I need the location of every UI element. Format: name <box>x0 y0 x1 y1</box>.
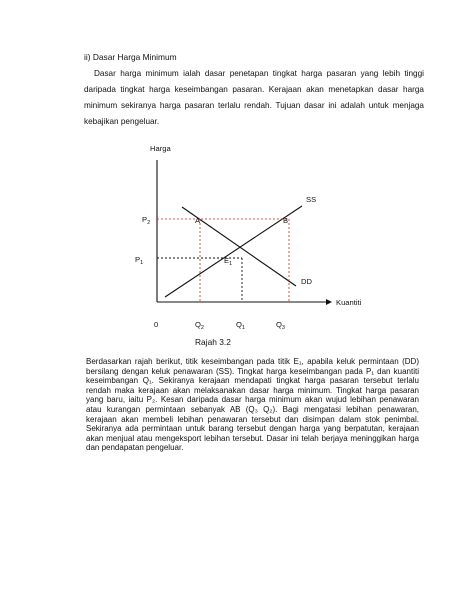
body-text: Berdasarkan rajah berikut, titik keseimbangan pada titik E₁, apabila keluk permintaan (DD) bersilang dengan keluk penawaran (SS). Tingkat harga keseimbangan pada P₁ dan kuantiti keseimbangan Q₁. Sekiranya kerajaan mendapati tingkat harga pasaran tersebut terlalu rendah maka kerajaan akan melaksanakan dasar harga minimum. Tingkat harga pasaran yang baru, iaitu P₂. Kesan daripada dasar harga minimum akan wujud lebihan penawaran atau kurangan permintaan sebanyak AB (Q₃ Q₂). Bagi mengatasi lebihan penawaran, kerajaan akan membeli lebihan penawaran tersebut dan disimpan dalam stok penimbal. Sekiranya ada permintaan untuk barang tersebut dengan harga yang berpatutan, kerajaan akan menjual atau mengeksport lebihan tersebut. Dasar ini telah berjaya meninggikan harga dan pendapatan pengeluar. <box>86 357 419 453</box>
q2-label: $Q_2$ <box>195 320 204 331</box>
point-a-label: A <box>195 216 201 225</box>
point-e1-label: $E_1$ <box>224 256 233 267</box>
y-axis-label: Harga <box>150 144 171 153</box>
supply-label: SS <box>306 195 317 204</box>
x-axis-arrow <box>326 299 332 305</box>
q3-label: $Q_3$ <box>276 320 285 331</box>
p1-label: $P_1$ <box>135 255 144 266</box>
origin-label: 0 <box>154 320 159 329</box>
point-b-label: B <box>283 216 289 225</box>
intro-text: Dasar harga minimum ialah dasar penetapan tingkat harga pasaran yang lebih tinggi daripada tingkat harga keseimbangan pasaran. Kerajaan akan menetapkan dasar harga minimum sekiranya harga pasaran terlalu rendah. Tujuan dasar ini adalah untuk menjaga kebajikan pengeluar. <box>84 69 424 126</box>
supply-curve <box>165 206 302 297</box>
figure-caption: Rajah 3.2 <box>195 337 231 347</box>
p2-label: $P_2$ <box>142 215 151 226</box>
q1-label: $Q_1$ <box>236 320 245 331</box>
body-paragraph <box>86 357 419 453</box>
section-heading: ii) Dasar Harga Minimum <box>84 52 177 62</box>
demand-label: DD <box>301 277 312 286</box>
x-axis-label: Kuantiti <box>336 298 362 307</box>
